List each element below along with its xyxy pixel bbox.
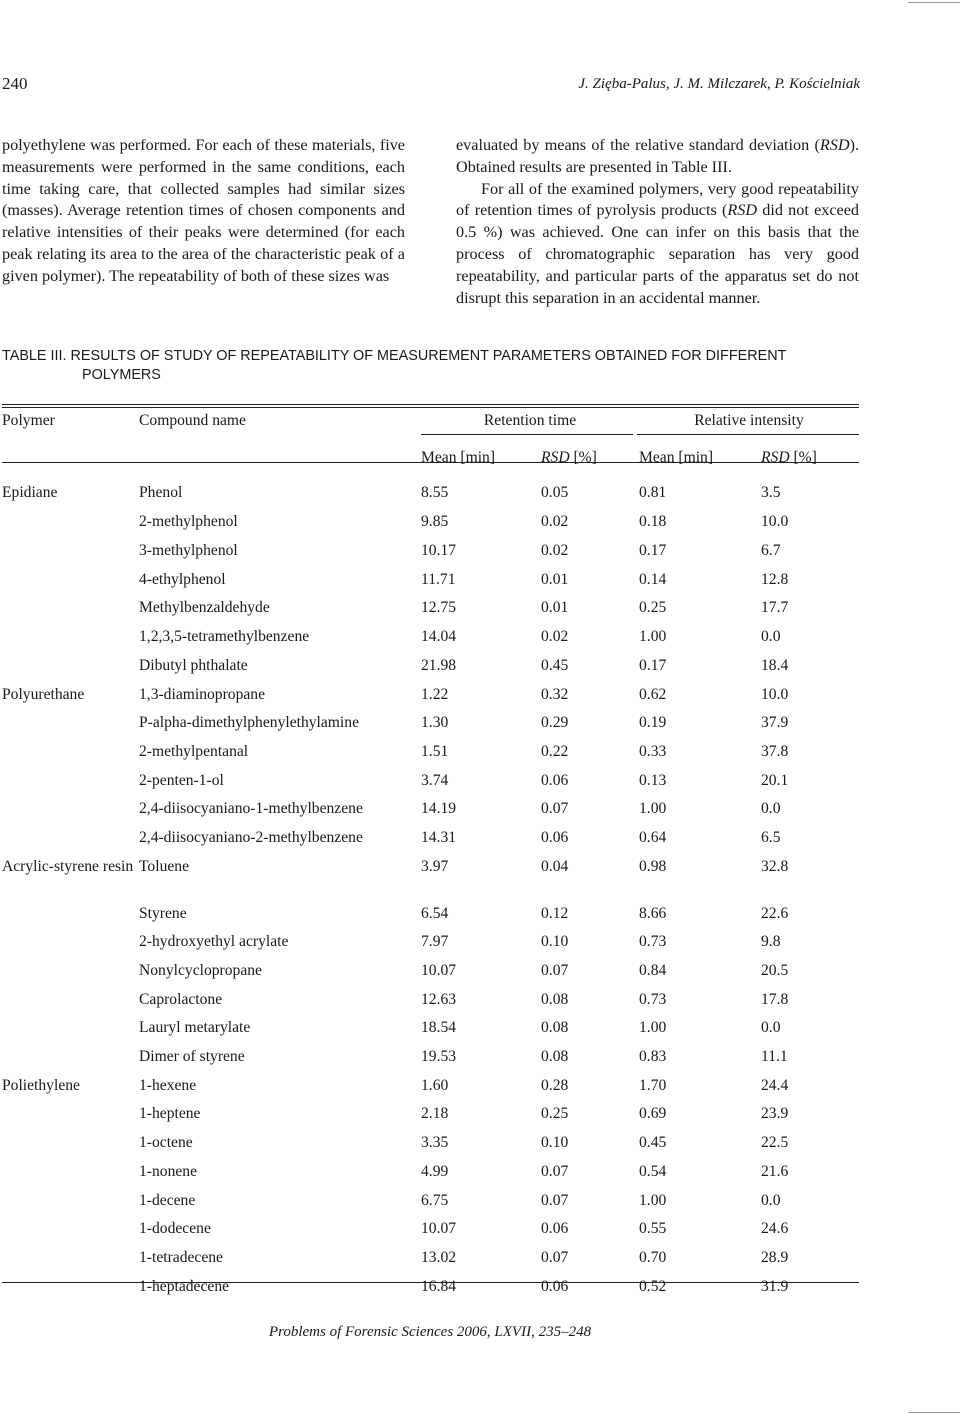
polymer-cell: [2, 905, 139, 934]
retention-rsd-cell: 0.05: [541, 484, 569, 502]
polymer-cell: [2, 1192, 139, 1221]
retention-rsd-cell: 0.29: [541, 714, 569, 732]
intensity-mean-cell: 0.17: [639, 542, 667, 560]
retention-mean-cell: 9.85: [421, 513, 449, 531]
table-row: [2, 1192, 859, 1221]
table-row: [2, 542, 859, 571]
table-row: [2, 800, 859, 829]
corner-rule-bottom: [908, 1412, 960, 1413]
journal-footer: Problems of Forensic Sciences 2006, LXVII, 235–248: [268, 1324, 592, 1340]
retention-mean-cell: 2.18: [421, 1105, 449, 1123]
retention-mean-cell: 3.35: [421, 1134, 449, 1152]
empty-header-cell: [139, 441, 421, 478]
table-row: [2, 829, 859, 858]
table-row: [2, 858, 859, 905]
retention-rsd-cell: 0.45: [541, 656, 569, 674]
table-caption-line: POLYMERS: [82, 366, 161, 383]
intensity-mean-cell: 1.00: [639, 1019, 667, 1037]
intensity-rsd-cell: 0.0: [761, 628, 781, 646]
compound-name-cell: 1,2,3,5-tetramethylbenzene: [139, 628, 310, 646]
intensity-rsd-cell: 6.5: [761, 828, 781, 846]
compound-name-cell: 1-heptene: [139, 1105, 201, 1123]
retention-rsd-cell: 0.12: [541, 904, 569, 922]
intensity-rsd-cell: 24.4: [761, 1076, 789, 1094]
intensity-mean-cell: 0.33: [639, 742, 667, 760]
intensity-rsd-cell: 9.8: [761, 933, 781, 951]
compound-name-cell: Nonylcyclopropane: [139, 962, 262, 979]
compound-name-cell: Lauryl metarylate: [139, 1019, 251, 1037]
text-run: ). Obtained results are presented in Table III.: [456, 136, 859, 176]
intensity-rsd-cell: 12.8: [761, 570, 789, 588]
compound-name-cell: 2-methylpentanal: [139, 742, 249, 760]
compound-name-cell: 2,4-diisocyaniano-2-methylbenzene: [139, 828, 363, 846]
table-row: [2, 657, 859, 686]
polymer-cell: [2, 571, 139, 600]
column-header-polymer: Polymer: [2, 412, 55, 429]
intensity-mean-cell: 0.62: [639, 685, 667, 703]
paragraph: [456, 135, 859, 179]
table-row: [2, 1048, 859, 1077]
intensity-mean-cell: 1.70: [639, 1076, 667, 1094]
intensity-mean-cell: 0.73: [639, 933, 667, 951]
compound-name-cell: Toluene: [139, 857, 190, 875]
retention-mean-cell: 14.04: [421, 628, 457, 646]
intensity-mean-cell: 0.81: [639, 484, 667, 502]
intensity-mean-cell: 0.64: [639, 828, 667, 846]
intensity-mean-cell: 0.18: [639, 513, 667, 531]
compound-name-cell: 1,3-diaminopropane: [139, 685, 266, 703]
page-header: [0, 74, 860, 100]
body-text-left-column: [2, 135, 405, 288]
polymer-cell: [2, 542, 139, 571]
retention-rsd-cell: 0.28: [541, 1076, 569, 1094]
text-run: evaluated by means of the relative standard deviation (: [456, 136, 820, 154]
intensity-rsd-cell: 20.5: [761, 962, 789, 979]
compound-name-cell: 1-dodecene: [139, 1220, 211, 1238]
polymer-cell: [2, 1249, 139, 1278]
intensity-rsd-cell: 24.6: [761, 1220, 789, 1238]
retention-rsd-cell: 0.10: [541, 933, 569, 951]
intensity-mean-cell: 0.73: [639, 990, 667, 1008]
table-row: [2, 772, 859, 801]
intensity-mean-cell: 1.00: [639, 1191, 667, 1209]
intensity-rsd-cell: 18.4: [761, 656, 789, 674]
polymer-cell: [2, 1220, 139, 1249]
polymer-cell: [2, 991, 139, 1020]
compound-name-cell: 1-hexene: [139, 1076, 197, 1094]
intensity-rsd-cell: 31.9: [761, 1277, 789, 1295]
intensity-mean-cell: 0.83: [639, 1048, 667, 1066]
retention-mean-cell: 1.60: [421, 1076, 449, 1094]
table-body: [2, 477, 859, 1306]
polymer-cell: [2, 962, 139, 991]
table-row: [2, 991, 859, 1020]
table-row: [2, 1249, 859, 1278]
polymer-cell: Polyurethane: [2, 685, 85, 703]
intensity-mean-cell: 1.00: [639, 628, 667, 646]
retention-mean-cell: 1.51: [421, 742, 449, 760]
retention-rsd-cell: 0.06: [541, 1220, 569, 1238]
table-row: [2, 962, 859, 991]
table-row: [2, 1163, 859, 1192]
intensity-rsd-cell: 22.5: [761, 1134, 789, 1152]
retention-mean-cell: 10.17: [421, 542, 457, 560]
table-row: [2, 905, 859, 934]
compound-name-cell: Phenol: [139, 484, 183, 502]
intensity-mean-cell: 0.25: [639, 599, 667, 617]
compound-name-cell: 4-ethylphenol: [139, 570, 226, 588]
retention-mean-cell: 18.54: [421, 1019, 457, 1037]
intensity-mean-cell: 0.54: [639, 1162, 667, 1180]
intensity-mean-cell: 0.14: [639, 570, 667, 588]
polymer-cell: [2, 599, 139, 628]
table-row: [2, 628, 859, 657]
polymer-cell: Acrylic-styrene resin: [2, 857, 134, 875]
intensity-rsd-cell: 0.0: [761, 800, 781, 818]
intensity-rsd-cell: 21.6: [761, 1162, 789, 1180]
polymer-cell: [2, 1163, 139, 1192]
retention-rsd-cell: 0.01: [541, 599, 569, 617]
table-header-row: [2, 404, 859, 441]
column-header-rt-mean: Mean [min]: [421, 448, 496, 466]
intensity-rsd-cell: 3.5: [761, 484, 781, 502]
retention-rsd-cell: 0.08: [541, 1019, 569, 1037]
retention-mean-cell: 12.63: [421, 990, 457, 1008]
compound-name-cell: 2-penten-1-ol: [139, 771, 224, 789]
paragraph: [456, 179, 859, 310]
intensity-mean-cell: 1.00: [639, 800, 667, 818]
intensity-rsd-cell: 17.8: [761, 990, 789, 1008]
intensity-rsd-cell: 11.1: [761, 1048, 788, 1066]
column-header-ri-rsd: [761, 441, 859, 478]
table-row: [2, 933, 859, 962]
compound-name-cell: Dimer of styrene: [139, 1048, 245, 1066]
polymer-cell: [2, 1105, 139, 1134]
column-group-retention-time: Retention time: [483, 412, 577, 429]
intensity-rsd-cell: 28.9: [761, 1248, 789, 1266]
retention-mean-cell: 21.98: [421, 656, 457, 674]
rsd-unit: [%]: [569, 448, 597, 466]
retention-mean-cell: 3.74: [421, 771, 449, 789]
retention-rsd-cell: 0.06: [541, 1277, 569, 1295]
retention-mean-cell: 10.07: [421, 962, 457, 979]
retention-rsd-cell: 0.08: [541, 1048, 569, 1066]
retention-rsd-cell: 0.06: [541, 771, 569, 789]
retention-mean-cell: 14.31: [421, 828, 457, 846]
rsd-unit: [%]: [789, 448, 817, 466]
intensity-rsd-cell: 37.8: [761, 742, 789, 760]
retention-rsd-cell: 0.10: [541, 1134, 569, 1152]
compound-name-cell: P-alpha-dimethylphenylethylamine: [139, 714, 359, 732]
intensity-rsd-cell: 17.7: [761, 599, 789, 617]
retention-rsd-cell: 0.22: [541, 742, 569, 760]
polymer-cell: [2, 800, 139, 829]
paragraph: polyethylene was performed. For each of these materials, five measurements were performed in the same conditions, each time taking care, that collected samples had similar sizes (masses). Average retention times of chosen components and relative intensities of their peaks were determined (for each peak relating its area to the area of the characteristic peak of a given polymer). The repeatability of both of these sizes was: [2, 136, 405, 285]
intensity-rsd-cell: 32.8: [761, 857, 789, 875]
column-group-relative-intensity: Relative intensity: [694, 412, 804, 429]
compound-name-cell: 1-decene: [139, 1191, 196, 1209]
retention-mean-cell: 13.02: [421, 1248, 457, 1266]
retention-mean-cell: 4.99: [421, 1162, 449, 1180]
table-row: [2, 1019, 859, 1048]
table-row: [2, 1077, 859, 1106]
retention-rsd-cell: 0.04: [541, 857, 569, 875]
table-subheader-row: [2, 441, 859, 478]
empty-header-cell: [2, 441, 139, 478]
intensity-mean-cell: 0.52: [639, 1277, 667, 1295]
column-header-compound-name: Compound name: [139, 412, 246, 429]
intensity-rsd-cell: 0.0: [761, 1019, 781, 1037]
compound-name-cell: Methylbenzaldehyde: [139, 599, 270, 617]
intensity-rsd-cell: 20.1: [761, 771, 789, 789]
retention-rsd-cell: 0.25: [541, 1105, 569, 1123]
table-bottom-rule: [2, 1282, 859, 1283]
column-header-ri-mean: Mean [min]: [639, 448, 714, 466]
retention-rsd-cell: 0.01: [541, 570, 569, 588]
table-caption: [2, 347, 864, 384]
retention-rsd-cell: 0.07: [541, 1248, 569, 1266]
rsd-abbreviation: RSD: [819, 136, 850, 154]
rsd-abbreviation: RSD: [727, 201, 758, 220]
table-row: [2, 599, 859, 628]
compound-name-cell: 2-methylphenol: [139, 513, 238, 531]
compound-name-cell: 1-heptadecene: [139, 1277, 230, 1295]
rsd-abbreviation: RSD: [761, 448, 790, 466]
retention-mean-cell: 19.53: [421, 1048, 457, 1066]
intensity-rsd-cell: 10.0: [761, 685, 789, 703]
compound-name-cell: 1-octene: [139, 1134, 193, 1152]
polymer-cell: [2, 714, 139, 743]
intensity-mean-cell: 0.98: [639, 857, 667, 875]
retention-rsd-cell: 0.07: [541, 1162, 569, 1180]
polymer-cell: [2, 657, 139, 686]
compound-name-cell: Dibutyl phthalate: [139, 656, 248, 674]
table-row: [2, 513, 859, 542]
polymer-cell: [2, 743, 139, 772]
compound-name-cell: 1-tetradecene: [139, 1248, 223, 1266]
retention-rsd-cell: 0.02: [541, 628, 569, 646]
retention-rsd-cell: 0.07: [541, 962, 569, 979]
text-run: For all of the examined polymers, very good repeatability of retention times of pyrolysis products (: [456, 179, 859, 220]
page-number: 240: [2, 74, 28, 93]
intensity-mean-cell: 0.45: [639, 1134, 667, 1152]
intensity-mean-cell: 8.66: [639, 904, 667, 922]
retention-mean-cell: 14.19: [421, 800, 457, 818]
table-caption-line: TABLE III. RESULTS OF STUDY OF REPEATABILITY OF MEASUREMENT PARAMETERS OBTAINED FOR DIFFERENT: [2, 348, 787, 364]
polymer-cell: [2, 628, 139, 657]
polymer-cell: [2, 1019, 139, 1048]
intensity-mean-cell: 0.70: [639, 1248, 667, 1266]
text-run: did not exceed 0.5 %) was achieved. One can infer on this basis that the process of chromatographic separation has very good repeatability, and particular parts of the apparatus set do not disrupt this separation in an accidental manner.: [456, 201, 859, 307]
running-head-authors: J. Zięba-Palus, J. M. Milczarek, P. Kościelniak: [578, 76, 860, 92]
retention-mean-cell: 10.07: [421, 1220, 457, 1238]
retention-mean-cell: 11.71: [421, 570, 456, 588]
retention-mean-cell: 6.75: [421, 1191, 449, 1209]
retention-mean-cell: 6.54: [421, 904, 449, 922]
intensity-rsd-cell: 6.7: [761, 542, 781, 560]
retention-rsd-cell: 0.07: [541, 1191, 569, 1209]
polymer-cell: [2, 1048, 139, 1077]
table-row: [2, 1220, 859, 1249]
retention-rsd-cell: 0.06: [541, 828, 569, 846]
compound-name-cell: Styrene: [139, 904, 187, 922]
intensity-rsd-cell: 37.9: [761, 714, 789, 732]
table-row: [2, 477, 859, 513]
intensity-rsd-cell: 23.9: [761, 1105, 789, 1123]
intensity-mean-cell: 0.55: [639, 1220, 667, 1238]
results-table: [2, 404, 859, 1306]
body-text-right-column: [456, 135, 859, 309]
compound-name-cell: 2-hydroxyethyl acrylate: [139, 933, 289, 951]
compound-name-cell: Caprolactone: [139, 990, 223, 1008]
column-header-rt-rsd: [541, 441, 639, 478]
table-row: [2, 714, 859, 743]
corner-rule-top: [908, 2, 960, 3]
intensity-mean-cell: 0.17: [639, 656, 667, 674]
retention-rsd-cell: 0.08: [541, 990, 569, 1008]
compound-name-cell: 3-methylphenol: [139, 542, 238, 560]
retention-rsd-cell: 0.02: [541, 513, 569, 531]
polymer-cell: [2, 772, 139, 801]
table-row: [2, 743, 859, 772]
retention-mean-cell: 8.55: [421, 484, 449, 502]
retention-mean-cell: 3.97: [421, 857, 449, 875]
polymer-cell: Epidiane: [2, 484, 58, 502]
polymer-cell: [2, 1134, 139, 1163]
retention-rsd-cell: 0.07: [541, 800, 569, 818]
table-row: [2, 571, 859, 600]
retention-mean-cell: 12.75: [421, 599, 457, 617]
polymer-cell: Poliethylene: [2, 1076, 80, 1094]
polymer-cell: [2, 513, 139, 542]
polymer-cell: [2, 829, 139, 858]
retention-mean-cell: 7.97: [421, 933, 449, 951]
retention-mean-cell: 16.84: [421, 1277, 457, 1295]
table-row: [2, 1105, 859, 1134]
intensity-rsd-cell: 22.6: [761, 904, 789, 922]
intensity-mean-cell: 0.13: [639, 771, 667, 789]
rsd-abbreviation: RSD: [541, 448, 570, 466]
compound-name-cell: 2,4-diisocyaniano-1-methylbenzene: [139, 800, 363, 818]
retention-rsd-cell: 0.32: [541, 685, 569, 703]
intensity-rsd-cell: 10.0: [761, 513, 789, 531]
table-row: [2, 1134, 859, 1163]
intensity-rsd-cell: 0.0: [761, 1191, 781, 1209]
intensity-mean-cell: 0.84: [639, 962, 667, 979]
retention-rsd-cell: 0.02: [541, 542, 569, 560]
retention-mean-cell: 1.22: [421, 685, 449, 703]
retention-mean-cell: 1.30: [421, 714, 449, 732]
table-row: [2, 686, 859, 715]
intensity-mean-cell: 0.19: [639, 714, 667, 732]
polymer-cell: [2, 933, 139, 962]
intensity-mean-cell: 0.69: [639, 1105, 667, 1123]
compound-name-cell: 1-nonene: [139, 1162, 198, 1180]
